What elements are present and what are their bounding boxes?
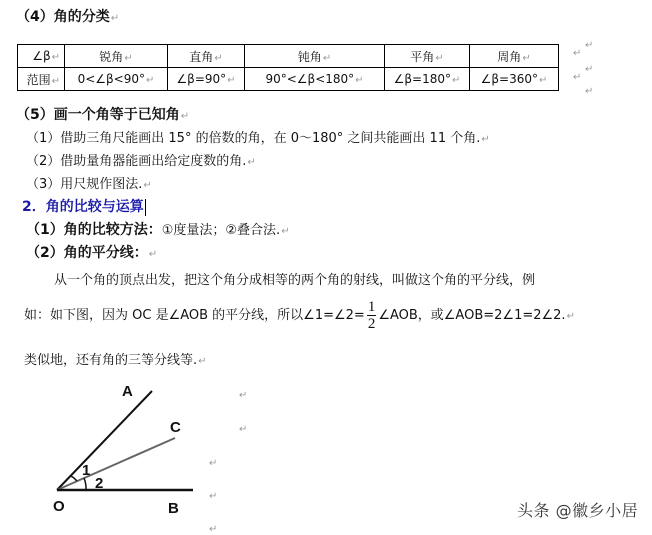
paragraph-mark: ↵ [209,491,218,502]
label-angle-1: 1 [82,462,91,479]
paragraph-mark: ↵ [573,48,582,59]
ray-oc [57,438,175,490]
part-2-heading: 2．角的比较与运算 [22,199,144,215]
watermark-account: @徽乡小居 [555,501,639,520]
list-item: （1）借助三角尺能画出 15° 的倍数的角，在 0～180° 之间共能画出 11 个角.↵ [26,131,490,146]
comparison-label: （1）角的比较方法： [26,222,162,238]
table-cell: 平角↵ [385,45,470,68]
angle-2-arc [84,478,86,490]
table-cell: 钝角↵ [245,45,385,68]
label-c: C [170,419,181,436]
section-4-title: （4）角的分类 [16,9,110,25]
paragraph-mark: ↵ [585,64,594,75]
angle-1-arc [71,476,77,481]
watermark [517,498,638,521]
table-cell: 90°<∠β<180°↵ [245,68,385,91]
section-5-heading: （5）画一个角等于已知角↵ [16,107,190,123]
bisector-definition-line-2: 如：如下图，因为 OC 是∠AOB 的平分线，所以∠1=∠2= $\frac{1}{2}$ ∠AOB，或∠AOB=2∠1=2∠2.↵ [24,299,575,332]
section-4-heading [16,6,119,26]
label-b: B [168,500,179,517]
paragraph-mark: ↵ [585,86,594,97]
paragraph-mark: ↵ [110,13,120,24]
label-a: A [122,383,133,400]
ray-oa [57,391,152,490]
trisector-note-line: 类似地，还有角的三等分线等.↵ [24,353,207,368]
bisector-heading: （2）角的平分线：↵ [26,245,158,261]
text-cursor [145,199,146,216]
bisector-definition-line-1: 从一个角的顶点出发，把这个角分成相等的两个角的射线，叫做这个角的平分线，例 [54,273,536,288]
paragraph-mark: ↵ [209,458,218,469]
table-cell: ∠β=180°↵ [385,68,470,91]
paragraph-mark: ↵ [239,390,248,401]
list-item: （2）借助量角器能画出给定度数的角.↵ [26,154,256,169]
table-row [18,68,559,91]
fraction-one-half: $\frac{1}{2}$ [367,299,376,332]
label-o: O [53,498,65,515]
paragraph-mark: ↵ [209,524,218,535]
angle-classification-table [17,44,559,91]
table-cell: ∠β=90°↵ [168,68,245,91]
paragraph-mark: ↵ [585,40,594,51]
paragraph-mark: ↵ [239,424,248,435]
table-cell: 锐角↵ [65,45,168,68]
comparison-methods-line: （1）角的比较方法：①度量法；②叠合法.↵ [26,222,290,238]
label-angle-2: 2 [95,475,104,492]
table-cell: ∠β=360°↵ [470,68,559,91]
watermark-platform: 头条 [517,501,551,520]
table-cell: 范围↵ [18,68,65,91]
table-cell: 周角↵ [470,45,559,68]
table-cell: ∠β↵ [18,45,65,68]
paragraph-mark: ↵ [573,72,582,83]
list-item: （3）用尺规作图法.↵ [26,177,152,192]
angle-bisector-figure [0,370,300,533]
table-cell: 直角↵ [168,45,245,68]
table-cell: 0<∠β<90°↵ [65,68,168,91]
table-header-row [18,45,559,68]
